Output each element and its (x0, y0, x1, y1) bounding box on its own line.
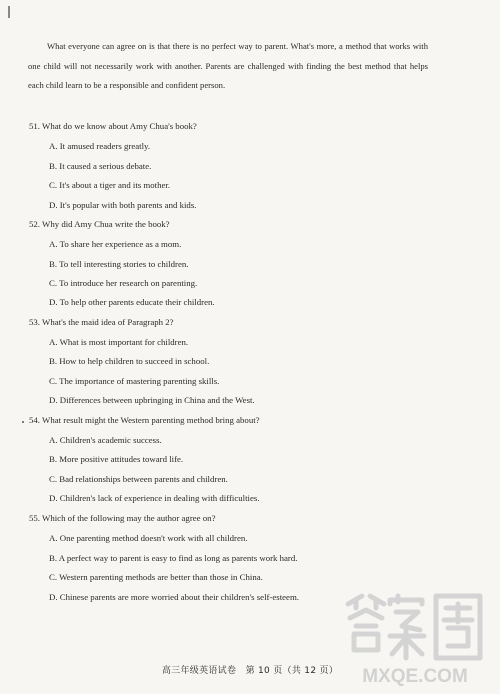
question-53-stem: 53. What's the maid idea of Paragraph 2? (29, 317, 174, 327)
question-52-option-a: A. To share her experience as a mom. (49, 239, 182, 249)
question-54-option-d: D. Children's lack of experience in dealing with difficulties. (49, 493, 260, 503)
question-51-option-d: D. It's popular with both parents and kids. (49, 200, 197, 210)
question-53-option-c: C. The importance of mastering parenting skills. (49, 376, 220, 386)
question-54-option-c: C. Bad relationships between parents and children. (49, 474, 228, 484)
scan-mark (8, 6, 10, 18)
watermark-url: MXQE.COM (362, 666, 468, 687)
question-54-option-b: B. More positive attitudes toward life. (49, 454, 184, 464)
question-52-option-c: C. To introduce her research on parenting. (49, 278, 198, 288)
question-52-stem: 52. Why did Amy Chua write the book? (29, 219, 170, 229)
question-55-option-c: C. Western parenting methods are better than those in China. (49, 572, 263, 582)
question-54-option-a: A. Children's academic success. (49, 435, 162, 445)
question-53-option-d: D. Differences between upbringing in China and the West. (49, 395, 255, 405)
question-53-option-a: A. What is most important for children. (49, 337, 189, 347)
page-footer: 高三年级英语试卷 第 10 页（共 12 页） (161, 666, 339, 676)
passage-paragraph: What everyone can agree on is that there is no perfect way to parent. What's more, a method that works with one child will not necessarily work with another. Parents are challenged with finding the best method that helps each child learn to be a responsible and confident person. (28, 41, 428, 91)
question-55-stem: 55. Which of the following may the author agree on? (29, 513, 216, 523)
question-55-option-b: B. A perfect way to parent is easy to find as long as parents work hard. (49, 553, 298, 563)
question-51-option-c: C. It's about a tiger and its mother. (49, 180, 171, 190)
scan-dot (22, 421, 24, 423)
question-55-option-d: D. Chinese parents are more worried about their children's self-esteem. (49, 592, 300, 602)
question-51-option-b: B. It caused a serious debate. (49, 161, 152, 171)
question-51-option-a: A. It amused readers greatly. (49, 141, 151, 151)
answer-site-logo-icon (340, 574, 490, 689)
question-54-stem: 54. What result might the Western parenting method bring about? (29, 415, 260, 425)
question-52-option-b: B. To tell interesting stories to children. (49, 259, 189, 269)
question-51-stem: 51. What do we know about Amy Chua's book? (29, 121, 197, 131)
question-55-option-a: A. One parenting method doesn't work with all children. (49, 533, 248, 543)
question-52-option-d: D. To help other parents educate their children. (49, 297, 215, 307)
question-53-option-b: B. How to help children to succeed in school. (49, 356, 210, 366)
